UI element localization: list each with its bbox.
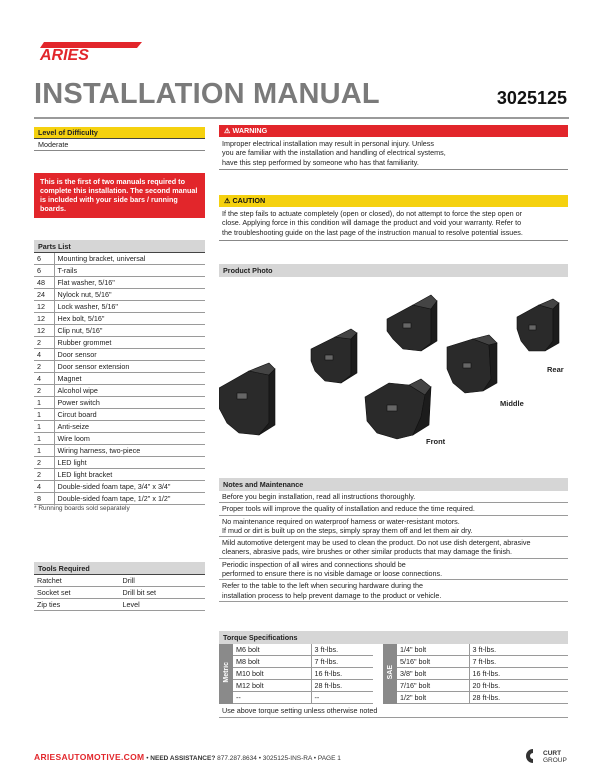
part-qty: 24 [34, 289, 54, 301]
torque-value: 7 ft-lbs. [469, 656, 568, 668]
warning-line: you are familiar with the installation and handling of electrical systems, [222, 148, 446, 158]
torque-bolt: 7/16" bolt [397, 680, 469, 692]
part-qty: 8 [34, 493, 54, 505]
parts-row [34, 337, 205, 349]
torque-section [219, 631, 568, 718]
part-qty: 1 [34, 433, 54, 445]
torque-value: 28 ft-lbs. [469, 692, 568, 704]
part-name: Rubber grommet [54, 337, 205, 349]
part-qty: 2 [34, 385, 54, 397]
difficulty-value: Moderate [34, 139, 205, 151]
parts-row [34, 445, 205, 457]
torque-row [219, 644, 568, 656]
part-qty: 6 [34, 265, 54, 277]
torque-gap [373, 680, 383, 692]
torque-gap [373, 656, 383, 668]
note-item [219, 491, 568, 503]
torque-bolt: M8 bolt [233, 656, 311, 668]
part-name: Magnet [54, 373, 205, 385]
part-qty: 1 [34, 445, 54, 457]
part-qty: 2 [34, 337, 54, 349]
page-title: INSTALLATION MANUAL [34, 78, 380, 110]
part-qty: 48 [34, 277, 54, 289]
parts-table [34, 253, 205, 505]
group-text: GROUP [543, 757, 567, 764]
part-name: Nylock nut, 5/16" [54, 289, 205, 301]
caution-icon: ⚠ [224, 196, 231, 205]
bracket-image [365, 379, 431, 439]
part-qty: 12 [34, 325, 54, 337]
parts-row [34, 385, 205, 397]
part-qty: 1 [34, 397, 54, 409]
caution-section [219, 195, 568, 241]
manual-notice: This is the first of two manuals required to complete this installation. The second manual is included with your side bars / running boards. [34, 173, 205, 218]
part-qty: 6 [34, 253, 54, 265]
part-qty: 4 [34, 349, 54, 361]
note-item [219, 503, 568, 515]
header-divider [34, 117, 569, 119]
note-line: Periodic inspection of all wires and connections should be [222, 559, 406, 569]
part-name: Double-sided foam tape, 1/2" x 1/2" [54, 493, 205, 505]
product-photo-heading: Product Photo [219, 264, 568, 277]
part-qty: 1 [34, 421, 54, 433]
torque-value: 3 ft-lbs. [311, 644, 373, 656]
warning-line: have this step performed by someone who has that familiarity. [222, 157, 419, 167]
bracket-image [387, 295, 437, 351]
note-line: Mild automotive detergent may be used to clean the product. Do not use dish detergent, abrasive [222, 538, 531, 548]
sae-label [383, 644, 397, 704]
torque-bolt: 1/2" bolt [397, 692, 469, 704]
torque-value: -- [311, 692, 373, 704]
part-name: Door sensor extension [54, 361, 205, 373]
part-name: Wiring harness, two-piece [54, 445, 205, 457]
torque-value: 28 ft-lbs. [311, 680, 373, 692]
bracket-image [311, 329, 357, 383]
part-name: Hex bolt, 5/16" [54, 313, 205, 325]
footer-doc: 3025125-INS-RA [262, 755, 312, 762]
note-line: Proper tools will improve the quality of installation and reduce the time required. [222, 504, 475, 514]
note-line: If mud or dirt is built up on the steps, simply spray them off and let them air dry. [222, 525, 473, 535]
part-qty: 4 [34, 373, 54, 385]
part-name: Anti-seize [54, 421, 205, 433]
sae-label-text: SAE [386, 665, 394, 680]
tools-section [34, 562, 205, 611]
rear-label: Rear [547, 365, 564, 374]
part-qty: 1 [34, 409, 54, 421]
parts-row [34, 481, 205, 493]
part-name: T-rails [54, 265, 205, 277]
tool-name: Drill bit set [120, 587, 206, 599]
note-line: Before you begin installation, read all instructions thoroughly. [222, 492, 416, 501]
part-name: Mounting bracket, universal [54, 253, 205, 265]
note-item [219, 537, 568, 559]
torque-bolt: M12 bolt [233, 680, 311, 692]
parts-row [34, 253, 205, 265]
note-line: No maintenance required on waterproof harness or water-resistant motors. [222, 516, 460, 526]
notes-section [219, 478, 568, 602]
parts-list-heading: Parts List [34, 240, 205, 253]
torque-gap [373, 692, 383, 704]
torque-bolt: 3/8" bolt [397, 668, 469, 680]
part-name: Flat washer, 5/16" [54, 277, 205, 289]
torque-bolt: M6 bolt [233, 644, 311, 656]
torque-gap [373, 644, 383, 656]
note-item [219, 559, 568, 581]
part-number: 3025125 [496, 88, 567, 108]
note-line: cleaners, abrasive pads, wire brushes or other similar products that may damage the finish. [222, 547, 513, 557]
part-qty: 2 [34, 457, 54, 469]
torque-value: 3 ft-lbs. [469, 644, 568, 656]
footer-phone: 877.287.8634 [217, 755, 257, 762]
tool-name: Level [120, 599, 206, 611]
tool-name: Zip ties [34, 599, 120, 611]
torque-bolt: 1/4" bolt [397, 644, 469, 656]
part-name: Clip nut, 5/16" [54, 325, 205, 337]
caution-line: the troubleshooting guide on the last page of the instruction manual to resolve potential issues. [222, 227, 523, 237]
torque-value: 7 ft-lbs. [311, 656, 373, 668]
bracket-image [517, 299, 559, 351]
torque-heading: Torque Specifications [219, 631, 568, 644]
warning-icon: ⚠ [224, 126, 231, 135]
part-name: Alcohol wipe [54, 385, 205, 397]
torque-value: 16 ft-lbs. [469, 668, 568, 680]
part-name: Power switch [54, 397, 205, 409]
footer-assist: NEED ASSISTANCE? [150, 755, 216, 762]
note-item [219, 580, 568, 602]
warning-title: WARNING [232, 126, 268, 135]
parts-row [34, 397, 205, 409]
note-item [219, 516, 568, 538]
warning-section [219, 125, 568, 170]
parts-row [34, 313, 205, 325]
torque-value: 16 ft-lbs. [311, 668, 373, 680]
part-qty: 4 [34, 481, 54, 493]
note-line: performed to ensure there is no visible damage or loose connections. [222, 569, 443, 579]
parts-row [34, 457, 205, 469]
product-photo [219, 281, 568, 456]
bracket-image [447, 335, 497, 393]
part-qty: 12 [34, 301, 54, 313]
caution-line: If the step fails to actuate completely (open or closed), do not attempt to force the step open or [222, 209, 523, 218]
parts-row [34, 349, 205, 361]
tools-heading: Tools Required [34, 562, 205, 575]
part-name: LED light bracket [54, 469, 205, 481]
parts-row [34, 493, 205, 505]
tools-table [34, 575, 205, 611]
footer-site-link[interactable]: ARIESAUTOMOTIVE.COM [34, 752, 145, 762]
torque-gap [373, 668, 383, 680]
warning-text [219, 137, 568, 170]
footer: ARIESAUTOMOTIVE.COM • NEED ASSISTANCE? 877.287.8634 • 3025125-INS-RA • PAGE 1 [34, 752, 341, 762]
notes-list [219, 491, 568, 602]
parts-row [34, 361, 205, 373]
metric-label-text: Metric [222, 661, 230, 683]
parts-row [34, 277, 205, 289]
parts-footnote: * Running boards sold separately [34, 505, 130, 512]
parts-row [34, 421, 205, 433]
torque-note: Use above torque setting unless otherwise noted [219, 704, 568, 718]
tools-row [34, 587, 205, 599]
part-qty: 12 [34, 313, 54, 325]
part-name: Circut board [54, 409, 205, 421]
parts-row [34, 433, 205, 445]
warning-heading [219, 125, 568, 137]
tool-name: Drill [120, 575, 206, 587]
part-qty: 2 [34, 361, 54, 373]
tools-row [34, 599, 205, 611]
caution-heading [219, 195, 568, 207]
warning-line: Improper electrical installation may result in personal injury. Unless [222, 139, 434, 148]
parts-row [34, 469, 205, 481]
parts-row [34, 301, 205, 313]
footer-page: PAGE 1 [317, 755, 341, 762]
part-name: Lock washer, 5/16" [54, 301, 205, 313]
note-line: Refer to the table to the left when securing hardware during the [222, 581, 423, 591]
parts-row [34, 409, 205, 421]
torque-table [219, 644, 568, 704]
tool-name: Ratchet [34, 575, 120, 587]
front-label: Front [426, 437, 446, 446]
metric-label [219, 644, 233, 704]
torque-bolt: 5/16" bolt [397, 656, 469, 668]
bracket-image [219, 363, 275, 435]
part-qty: 2 [34, 469, 54, 481]
part-name: Door sensor [54, 349, 205, 361]
parts-row [34, 373, 205, 385]
part-name: LED light [54, 457, 205, 469]
parts-row [34, 265, 205, 277]
part-name: Wire loom [54, 433, 205, 445]
torque-value: 20 ft-lbs. [469, 680, 568, 692]
caution-line: close. Applying force in this condition will damage the product and void your warranty. Refer to [222, 218, 522, 228]
difficulty-heading: Level of Difficulty [34, 127, 205, 139]
parts-row [34, 325, 205, 337]
caution-title: CAUTION [232, 196, 266, 205]
notes-heading: Notes and Maintenance [219, 478, 568, 491]
aries-logo [34, 40, 144, 62]
difficulty-section [34, 127, 205, 151]
torque-bolt: M10 bolt [233, 668, 311, 680]
tool-name: Socket set [34, 587, 120, 599]
tools-row [34, 575, 205, 587]
middle-label: Middle [500, 399, 524, 408]
parts-row [34, 289, 205, 301]
note-line: installation process to help prevent damage to the product or vehicle. [222, 590, 442, 600]
curt-group-logo [524, 747, 572, 765]
curt-text: CURT [543, 750, 562, 757]
torque-bolt: -- [233, 692, 311, 704]
part-name: Double-sided foam tape, 3/4" x 3/4" [54, 481, 205, 493]
caution-text [219, 207, 568, 241]
parts-list [34, 240, 205, 512]
aries-logo-text: ARIES [40, 47, 89, 62]
